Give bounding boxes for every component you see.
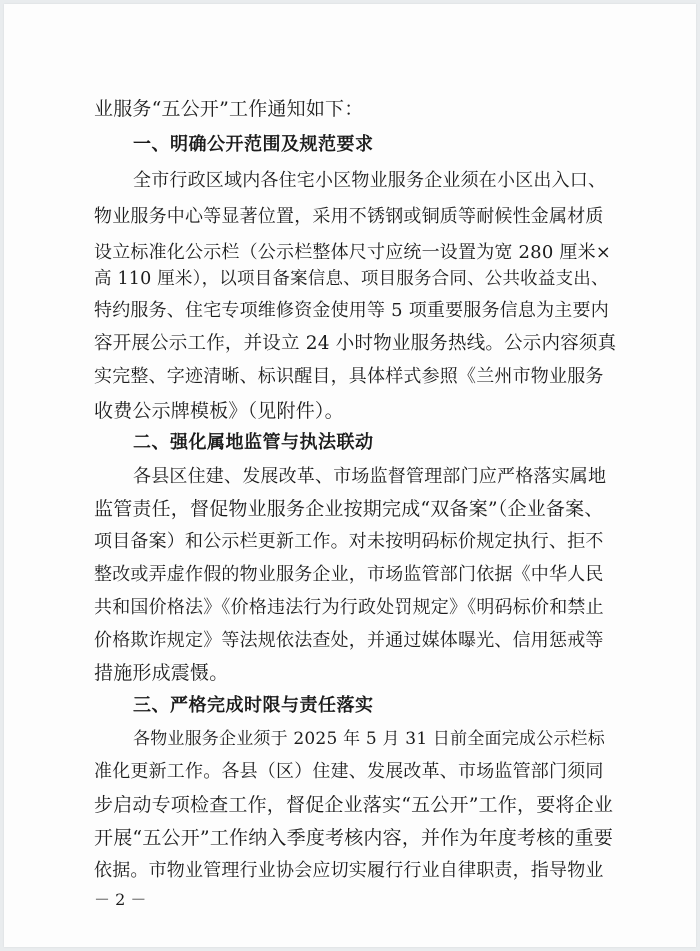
text-line: 项目备案）和公示栏更新工作。对未按明码标价规定执行、拒不 xyxy=(94,531,604,552)
text-line: 收费公示牌模板》（见附件）。 xyxy=(94,400,344,422)
text-line: 整改或弄虚作假的物业服务企业，市场监管部门依据《中华人民 xyxy=(94,564,604,585)
text-line: 各县区住建、发展改革、市场监督管理部门应严格落实属地 xyxy=(133,466,607,487)
text-line: 价格欺诈规定》等法规依法查处，并通过媒体曝光、信用惩戒等 xyxy=(94,630,604,651)
text-line: 物业服务中心等显著位置，采用不锈钢或铜质等耐候性金属材质 xyxy=(94,206,604,227)
section-heading-3: 三、严格完成时限与责任落实 xyxy=(133,695,374,716)
text-line: 开展“五公开”工作纳入季度考核内容，并作为年度考核的重要 xyxy=(94,827,614,849)
page-number: － 2 － xyxy=(94,890,147,909)
section-heading-2: 二、强化属地监管与执法联动 xyxy=(133,432,374,453)
text-line: 依据。市物业管理行业协会应切实履行行业自律职责，指导物业 xyxy=(94,860,604,881)
text-line: 全市行政区域内各住宅小区物业服务企业须在小区出入口、 xyxy=(133,170,607,191)
text-line: 各物业服务企业须于 2025 年 5 月 31 日前全面完成公示栏标 xyxy=(133,729,605,749)
text-line: 容开展公示工作，并设立 24 小时物业服务热线。公示内容须真 xyxy=(94,333,617,354)
text-line: 设立标准化公示栏（公示栏整体尺寸应统一设置为宽 280 厘米× xyxy=(94,242,612,263)
document-page xyxy=(4,4,696,947)
text-line: 业服务“五公开”工作通知如下： xyxy=(94,98,364,120)
text-line: 特约服务、住宅专项维修资金使用等 5 项重要服务信息为主要内 xyxy=(94,300,609,321)
text-line: 措施形成震慑。 xyxy=(94,662,229,684)
text-line: 监管责任，督促物业服务企业按期完成“双备案”（企业备案、 xyxy=(94,498,604,520)
text-line: 准化更新工作。各县（区）住建、发展改革、市场监管部门须同 xyxy=(94,761,604,782)
text-line: 共和国价格法》《价格违法行为行政处罚规定》《明码标价和禁止 xyxy=(94,597,604,618)
text-line: 实完整、字迹清晰、标识醒目，具体样式参照《兰州市物业服务 xyxy=(94,366,604,387)
section-heading-1: 一、明确公开范围及规范要求 xyxy=(133,134,374,155)
text-line: 高 110 厘米），以项目备案信息、项目服务合同、公共收益支出、 xyxy=(94,269,609,289)
text-line: 步启动专项检查工作，督促企业落实“五公开”工作，要将企业 xyxy=(94,794,614,816)
